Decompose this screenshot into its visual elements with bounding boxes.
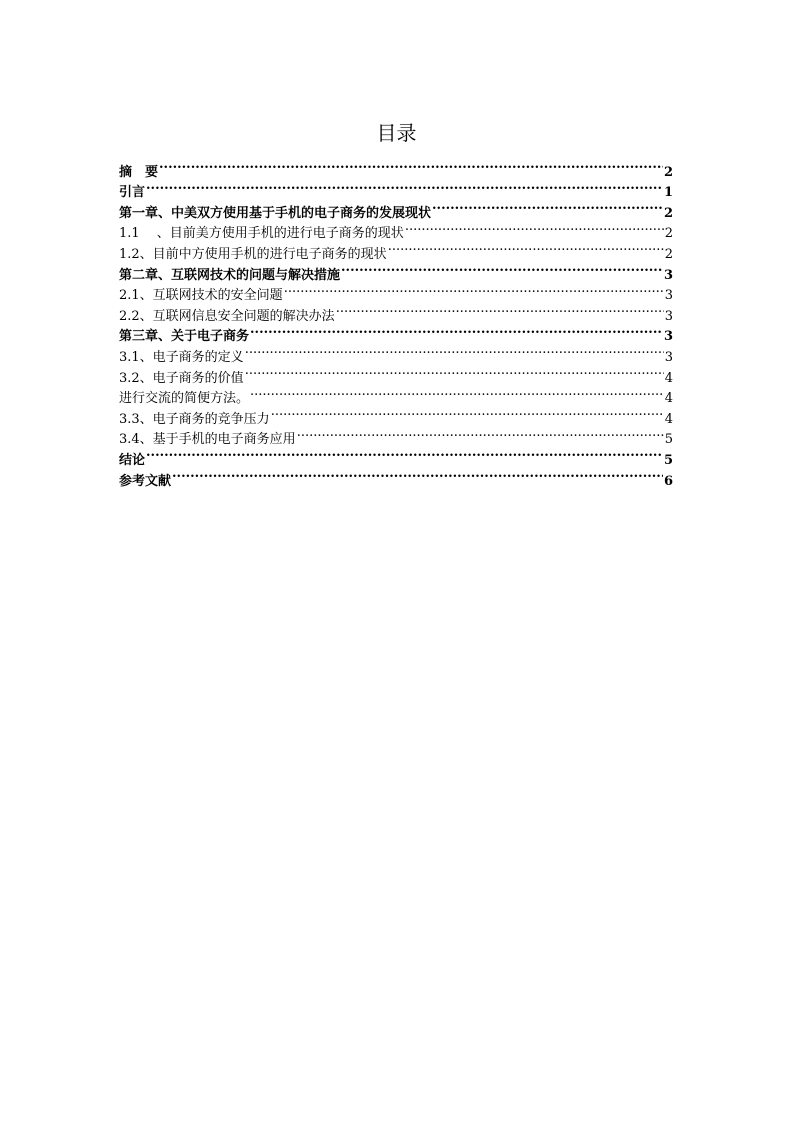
toc-entry-page: 4	[664, 391, 673, 407]
toc-dot-leader	[271, 402, 664, 423]
toc-dot-leader	[146, 176, 663, 197]
toc-dot-leader	[146, 443, 663, 464]
toc-entry[interactable]	[119, 196, 673, 221]
toc-entry-page: 4	[664, 411, 673, 427]
toc-entry-label: 3.1、电子商务的定义	[119, 349, 244, 365]
toc-dot-leader	[159, 155, 663, 176]
toc-entry-label: 3.4、基于手机的电子商务应用	[119, 432, 296, 448]
toc-dot-leader	[388, 237, 664, 258]
toc-entry[interactable]	[119, 155, 673, 180]
toc-entry-page: 3	[663, 329, 673, 345]
toc-entry-label: 摘 要	[119, 164, 159, 180]
toc-dot-leader	[297, 423, 664, 444]
toc-entry-label: 引言	[119, 185, 146, 201]
toc-entry-page: 2	[664, 226, 673, 242]
toc-entry-label: 2.2、互联网信息安全问题的解决办法	[119, 308, 335, 324]
toc-entry-label: 进行交流的简便方法。	[119, 391, 250, 407]
toc-entry-page: 1	[663, 185, 673, 201]
toc-entry-page: 4	[664, 370, 673, 386]
toc-dot-leader	[432, 196, 663, 217]
table-of-contents	[119, 155, 673, 489]
toc-entry-page: 2	[664, 246, 673, 262]
toc-title: 目录	[376, 121, 417, 145]
toc-dot-leader	[341, 258, 663, 279]
toc-dot-leader	[284, 279, 664, 300]
toc-entry[interactable]	[119, 443, 673, 468]
toc-entry-label: 1.1 、目前美方使用手机的进行电子商务的现状	[119, 226, 404, 242]
toc-dot-leader	[250, 382, 664, 403]
toc-dot-leader	[405, 217, 664, 238]
toc-entry-label: 2.1、互联网技术的安全问题	[119, 288, 283, 304]
toc-entry-page: 3	[664, 308, 673, 324]
toc-entry-page: 3	[664, 288, 673, 304]
toc-entry-label: 第一章、中美双方使用基于手机的电子商务的发展现状	[119, 205, 432, 221]
toc-entry-page: 2	[663, 164, 673, 180]
toc-dot-leader	[250, 320, 663, 341]
toc-dot-leader	[245, 340, 664, 361]
toc-entry-page: 2	[663, 205, 673, 221]
toc-entry-label: 3.2、电子商务的价值	[119, 370, 244, 386]
toc-entry-page: 3	[663, 267, 673, 283]
toc-entry-label: 结论	[119, 452, 146, 468]
toc-entry-page: 3	[664, 349, 673, 365]
toc-entry-label: 第二章、互联网技术的问题与解决措施	[119, 267, 341, 283]
toc-entry-page: 5	[663, 452, 673, 468]
toc-entry-label: 第三章、关于电子商务	[119, 329, 250, 345]
toc-entry-page: 6	[663, 473, 673, 489]
toc-dot-leader	[172, 464, 663, 485]
toc-entry-label: 3.3、电子商务的竞争压力	[119, 411, 270, 427]
toc-entry[interactable]	[119, 464, 673, 489]
toc-entry[interactable]	[119, 176, 673, 201]
toc-dot-leader	[336, 299, 664, 320]
toc-dot-leader	[245, 361, 664, 382]
toc-entry-label: 1.2、目前中方使用手机的进行电子商务的现状	[119, 246, 387, 262]
toc-entry-page: 5	[664, 432, 673, 448]
toc-entry-label: 参考文献	[119, 473, 172, 489]
